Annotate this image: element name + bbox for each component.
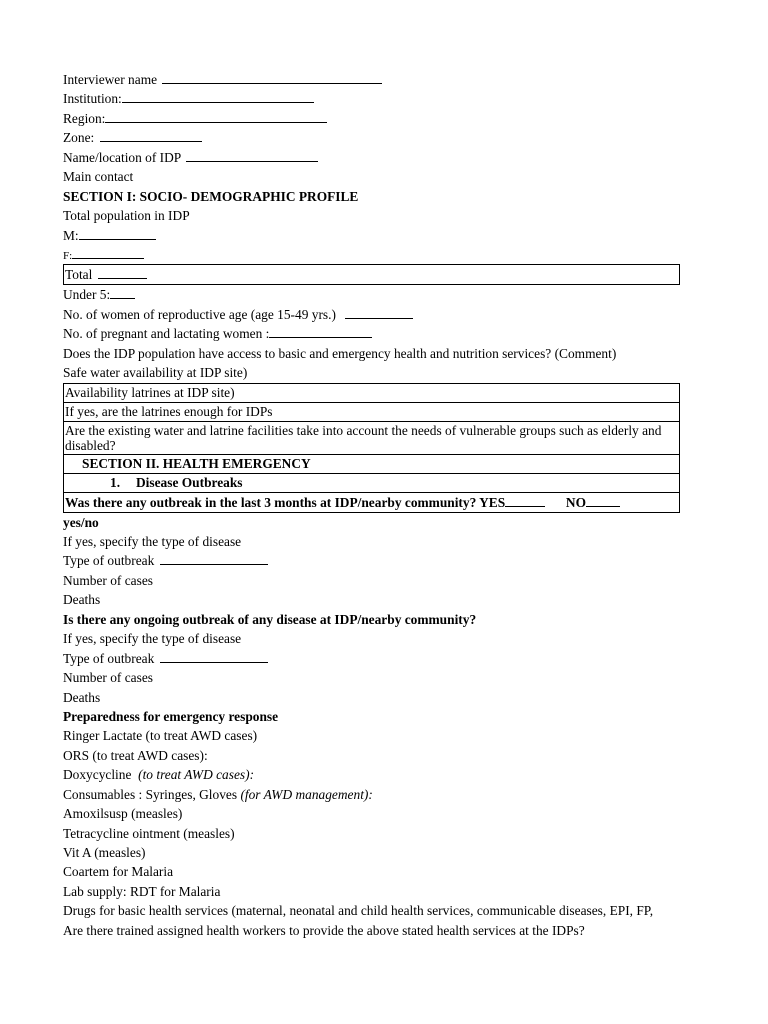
outbreak-no-label: NO [565,494,586,510]
total-box [63,264,680,285]
ongoing-type-line [63,649,680,668]
zone-field[interactable] [100,128,202,142]
pregnant-label: No. of pregnant and lactating women : [63,326,270,342]
male-line [63,226,680,245]
vulnerable-label: Are the existing water and latrine facilities take into account the needs of vulnerable groups such as elderly and disabled? [65,422,662,453]
outbreak-question-box [63,493,680,513]
coartem-item: Coartem for Malaria [63,864,174,880]
latrines-enough-label: If yes, are the latrines enough for IDPs [65,403,273,419]
drugs-item: Drugs for basic health services (maternal, neonatal and child health services, communicable diseases, EPI, FP, [63,903,654,919]
yes-no-label: yes/no [63,514,99,530]
consumables-note: (for AWD management): [240,786,373,802]
pregnant-field[interactable] [269,324,372,338]
female-label: F: [63,249,73,262]
name-location-field[interactable] [186,148,318,162]
section2-title-box [63,455,680,474]
interviewer-name-field[interactable] [162,70,382,84]
subsection-number: 1. [110,474,121,490]
total-field[interactable] [98,265,147,279]
doxycycline-label: Doxycycline [63,767,132,783]
total-label: Total [65,267,93,283]
past-cases-label: Number of cases [63,572,153,588]
doxycycline-note: (to treat AWD cases): [138,767,255,783]
section2-title: SECTION II. HEALTH EMERGENCY [82,455,311,471]
section1-title: SECTION I: SOCIO- DEMOGRAPHIC PROFILE [63,188,359,204]
male-field[interactable] [79,226,156,240]
disease-outbreaks-title: Disease Outbreaks [136,474,243,490]
ongoing-type-field[interactable] [160,649,268,663]
male-label: M: [63,227,79,243]
women-reproductive-label: No. of women of reproductive age (age 15-49 yrs.) [63,306,336,322]
women-reproductive-field[interactable] [345,305,413,319]
access-question: Does the IDP population have access to basic and emergency health and nutrition services? (Comment) [63,345,617,361]
vitamin-a-item: Vit A (measles) [63,845,146,860]
consumables-item [63,785,680,804]
doxycycline-item [63,765,680,784]
preparedness-title: Preparedness for emergency response [63,708,279,724]
interviewer-name-line [63,70,680,89]
past-deaths-label: Deaths [63,592,101,608]
zone-line [63,128,680,147]
past-type-line [63,551,680,570]
institution-line [63,89,680,108]
vulnerable-box [63,422,680,455]
under5-line [63,285,680,304]
zone-label: Zone: [63,130,95,146]
interviewer-name-label: Interviewer name [63,72,158,87]
women-reproductive-line [63,305,680,324]
ongoing-type-label: Type of outbreak [63,650,155,666]
region-line [63,109,680,128]
amoxil-item: Amoxilsusp (measles) [63,806,183,822]
female-line [63,245,680,264]
outbreak-question: Was there any outbreak in the last 3 months at IDP/nearby community? YES [65,494,506,510]
disease-outbreaks-box [63,474,680,493]
under5-label: Under 5: [63,287,111,303]
ringer-lactate-item: Ringer Lactate (to treat AWD cases) [63,728,258,744]
trained-workers-question: Are there trained assigned health workers to provide the above stated health services at the IDPs? [63,922,585,938]
institution-label: Institution: [63,91,122,107]
pregnant-line [63,324,680,343]
under5-field[interactable] [110,285,135,299]
survey-form [63,70,680,940]
outbreak-no-field[interactable] [586,493,620,507]
lab-supply-item: Lab supply: RDT for Malaria [63,883,221,899]
latrines-enough-box [63,403,680,422]
tetracycline-item: Tetracycline ointment (measles) [63,825,235,841]
latrines-box [63,383,680,403]
main-contact-label: Main contact [63,169,134,185]
past-specify-label: If yes, specify the type of disease [63,534,242,549]
name-location-line [63,148,680,167]
past-type-field[interactable] [160,551,268,565]
total-population-label: Total population in IDP [63,208,190,224]
ongoing-cases-label: Number of cases [63,670,153,686]
main-contact-line [63,167,680,186]
ongoing-question: Is there any ongoing outbreak of any disease at IDP/nearby community? [63,611,477,627]
region-label: Region: [63,110,106,126]
safe-water-label: Safe water availability at IDP site) [63,365,248,381]
outbreak-yes-field[interactable] [505,493,545,507]
name-location-label: Name/location of IDP [63,149,181,165]
ors-item: ORS (to treat AWD cases): [63,747,208,763]
female-field[interactable] [72,245,144,259]
latrines-label: Availability latrines at IDP site) [65,384,235,400]
institution-field[interactable] [122,89,314,103]
ongoing-deaths-label: Deaths [63,689,101,705]
ongoing-specify-label: If yes, specify the type of disease [63,631,242,647]
consumables-label: Consumables : Syringes, Gloves [63,786,238,802]
region-field[interactable] [105,109,327,123]
past-type-label: Type of outbreak [63,553,155,569]
